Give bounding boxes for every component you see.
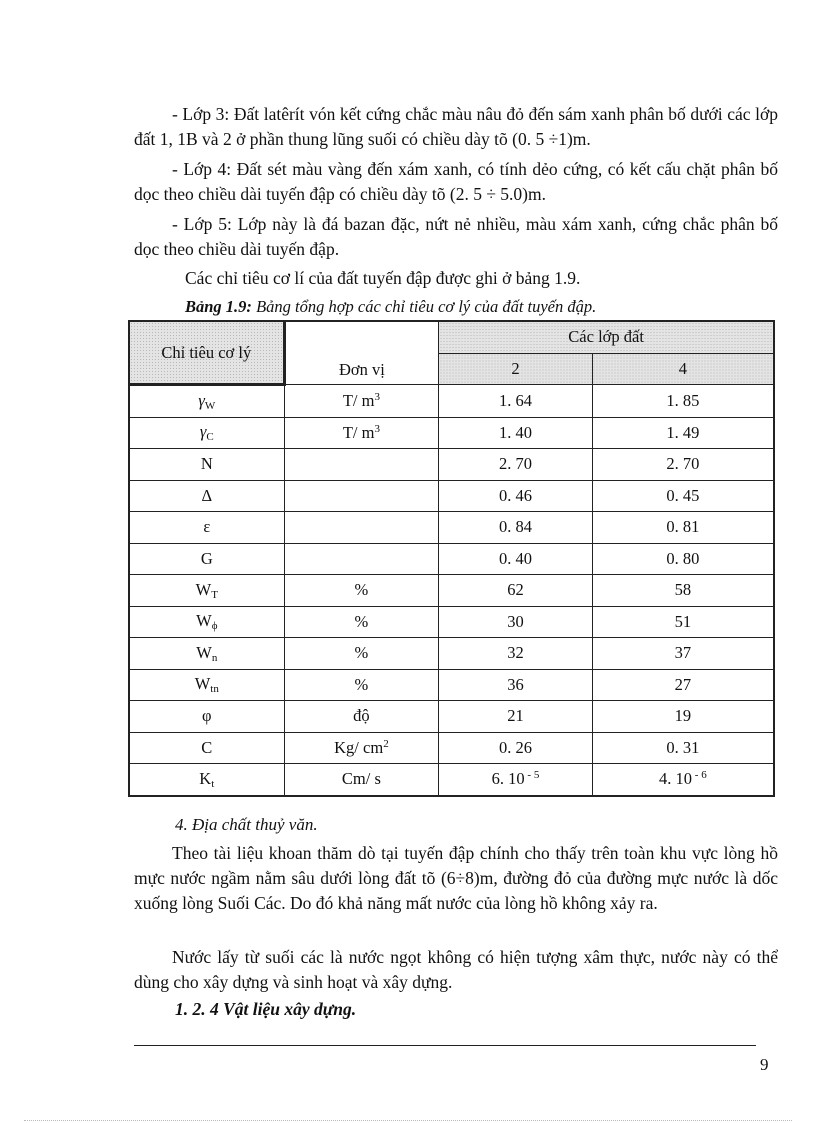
layer-2-value: 0. 84 [498, 517, 532, 537]
parameter-symbol: W [195, 579, 212, 599]
table-row [129, 701, 774, 733]
layer-4-value: 1. 85 [666, 390, 700, 410]
table-row [129, 638, 774, 670]
paragraph-hydrogeology-2: Nước lấy từ suối các là nước ngọt không có hiện tượng xâm thực, nước này có thể dùng cho xây dựng và sinh hoạt và xây dựng. [134, 947, 778, 992]
cell-layer-4-value [592, 512, 774, 544]
table-row [129, 606, 774, 638]
cell-unit [284, 669, 439, 701]
table-row [129, 417, 774, 449]
header-parameter: Chỉ tiêu cơ lý [129, 321, 284, 385]
layer-2-value: 62 [507, 580, 524, 600]
parameter-subscript: C [206, 431, 214, 444]
page-bottom-edge [24, 1120, 792, 1121]
layer-4-value: 19 [674, 706, 692, 726]
table-row [129, 480, 774, 512]
cell-parameter [129, 575, 284, 607]
layer-2-value: 30 [507, 611, 524, 631]
footer-divider [134, 1045, 756, 1046]
cell-layer-2-value [439, 512, 593, 544]
paragraph-hydrogeology-1: Theo tài liệu khoan thăm dò tại tuyến đập chính cho thấy trên toàn khu vực lòng hồ mực nước ngầm nằm sâu dưới lòng đất tõ (6÷8)m, đường đỏ của đường mực nước là dốc xuống lòng Suối Các. Do đó khả năng mất nước của lòng hồ không xảy ra. [134, 843, 778, 913]
cell-layer-2-value [439, 701, 593, 733]
layer-4-value: 0. 80 [666, 548, 700, 568]
cell-parameter [129, 480, 284, 512]
cell-layer-2-value [439, 606, 593, 638]
table-intro-text: Các chỉ tiêu cơ lí của đất tuyến đập được ghi ở bảng 1.9. [185, 268, 581, 288]
cell-layer-4-value [592, 575, 774, 607]
cell-unit [284, 417, 439, 449]
cell-layer-2-value [439, 385, 593, 418]
paragraph-layer-4: - Lớp 4: Đất sét màu vàng đến xám xanh, có tính dẻo cứng, có kết cấu chặt phân bố dọc theo chiều dài tuyến đập có chiều dày tõ (2. 5 ÷ 5.0)m. [134, 159, 778, 204]
table-caption-label: Bảng 1.9: [185, 297, 252, 316]
table-row [129, 543, 774, 575]
unit-superscript: 3 [374, 390, 380, 403]
parameter-symbol: W [196, 611, 212, 631]
heading-construction-materials: 1. 2. 4 Vật liệu xây dựng. [175, 999, 357, 1019]
table-row [129, 512, 774, 544]
parameter-subscript: ϕ [211, 620, 218, 633]
layer-2-value: 0. 46 [498, 485, 532, 505]
table-row [129, 385, 774, 418]
parameter-subscript: tn [210, 683, 219, 696]
parameter-symbol: Δ [201, 485, 213, 505]
cell-layer-4-value [592, 764, 774, 796]
header-unit: Đơn vị [284, 321, 439, 385]
layer-2-value: 36 [507, 674, 524, 694]
cell-layer-2-value [439, 669, 593, 701]
layer-2-value: 21 [507, 706, 524, 726]
layer-4-value: 0. 31 [666, 737, 700, 757]
layer-4-value: 37 [674, 643, 692, 663]
cell-unit [284, 606, 439, 638]
parameter-subscript: n [211, 651, 218, 664]
cell-unit [284, 543, 439, 575]
cell-layer-4-value [592, 638, 774, 670]
cell-layer-4-value [592, 701, 774, 733]
cell-unit [284, 764, 439, 796]
layer-4-exponent: - 6 [692, 769, 707, 782]
layer-4-value: 0. 81 [666, 517, 700, 537]
unit-text: % [354, 643, 369, 663]
cell-unit [284, 638, 439, 670]
header-soil-layers: Các lớp đất [439, 321, 774, 353]
cell-layer-2-value [439, 449, 593, 481]
paragraph-layer-5: - Lớp 5: Lớp này là đá bazan đặc, nứt nẻ nhiều, màu xám xanh, cứng chắc phân bố dọc theo chiều dài tuyến đập. [134, 214, 778, 259]
cell-layer-2-value [439, 764, 593, 796]
layer-4-value: 58 [674, 580, 692, 600]
table-row [129, 732, 774, 764]
header-layer-2: 2 [439, 353, 593, 385]
cell-unit [284, 512, 439, 544]
unit-text: % [354, 674, 369, 694]
cell-unit [284, 575, 439, 607]
parameter-symbol: ε [203, 517, 211, 537]
unit-text: Cm/ s [341, 769, 381, 789]
cell-unit [284, 701, 439, 733]
unit-superscript: 2 [383, 737, 389, 750]
parameter-symbol: G [200, 548, 213, 568]
cell-unit [284, 385, 439, 418]
table-caption [185, 296, 596, 318]
parameter-symbol: γ [199, 422, 207, 442]
parameter-symbol: C [201, 737, 213, 757]
unit-superscript: 3 [374, 422, 380, 435]
unit-text: độ [353, 706, 370, 726]
layer-2-value: 1. 40 [498, 422, 532, 442]
cell-parameter [129, 764, 284, 796]
cell-unit [284, 449, 439, 481]
layer-2-value: 1. 64 [498, 390, 532, 410]
layer-2-value: 2. 70 [498, 454, 532, 474]
layer-2-value: 6. 10 [491, 769, 525, 789]
table-row [129, 669, 774, 701]
section-title-hydrogeology: 4. Địa chất thuỷ văn. [175, 815, 318, 834]
cell-layer-4-value [592, 606, 774, 638]
cell-layer-4-value [592, 385, 774, 418]
cell-parameter [129, 449, 284, 481]
unit-text: % [354, 611, 369, 631]
table-row [129, 449, 774, 481]
cell-parameter [129, 606, 284, 638]
cell-layer-2-value [439, 543, 593, 575]
paragraph-layer-3: - Lớp 3: Đất latêrít vón kết cứng chắc màu nâu đỏ đến sám xanh phân bố dưới các lớp đất 1, 1B và 2 ở phần thung lũng suối có chiều dày tõ (0. 5 ÷1)m. [134, 104, 778, 149]
cell-parameter [129, 732, 284, 764]
parameter-symbol: N [200, 454, 213, 474]
cell-parameter [129, 701, 284, 733]
soil-properties-table [128, 320, 775, 797]
cell-parameter [129, 669, 284, 701]
cell-layer-2-value [439, 575, 593, 607]
layer-4-value: 1. 49 [666, 422, 700, 442]
layer-2-exponent: - 5 [524, 769, 540, 782]
cell-parameter [129, 417, 284, 449]
layer-2-value: 32 [507, 643, 524, 663]
parameter-symbol: W [196, 642, 212, 662]
cell-layer-4-value [592, 480, 774, 512]
parameter-subscript: t [211, 777, 215, 790]
cell-layer-4-value [592, 669, 774, 701]
layer-4-value: 27 [674, 674, 692, 694]
header-layer-4: 4 [592, 353, 774, 385]
cell-layer-2-value [439, 732, 593, 764]
unit-text: % [354, 580, 369, 600]
layer-4-value: 51 [674, 611, 692, 631]
parameter-symbol: φ [202, 706, 212, 726]
page-number: 9 [760, 1055, 769, 1074]
cell-parameter [129, 385, 284, 418]
cell-parameter [129, 638, 284, 670]
parameter-subscript: T [211, 588, 218, 601]
cell-layer-4-value [592, 449, 774, 481]
cell-layer-4-value [592, 417, 774, 449]
cell-layer-2-value [439, 480, 593, 512]
unit-text: Kg/ cm [334, 737, 384, 757]
parameter-symbol: γ [198, 390, 205, 410]
cell-unit [284, 732, 439, 764]
layer-2-value: 0. 40 [498, 548, 532, 568]
layer-4-value: 0. 45 [666, 485, 700, 505]
layer-4-value: 2. 70 [666, 454, 700, 474]
parameter-symbol: W [194, 674, 211, 694]
unit-text: T/ m [342, 390, 375, 410]
cell-parameter [129, 512, 284, 544]
table-row [129, 575, 774, 607]
layer-2-value: 0. 26 [498, 737, 532, 757]
cell-unit [284, 480, 439, 512]
parameter-subscript: W [204, 399, 216, 412]
unit-text: T/ m [342, 422, 375, 442]
cell-parameter [129, 543, 284, 575]
cell-layer-4-value [592, 732, 774, 764]
cell-layer-2-value [439, 417, 593, 449]
layer-4-value: 4. 10 [659, 769, 693, 789]
table-caption-text: Bảng tổng hợp các chỉ tiêu cơ lý của đất tuyến đập. [251, 297, 597, 316]
cell-layer-4-value [592, 543, 774, 575]
table-row [129, 764, 774, 796]
cell-layer-2-value [439, 638, 593, 670]
parameter-symbol: K [199, 768, 212, 788]
